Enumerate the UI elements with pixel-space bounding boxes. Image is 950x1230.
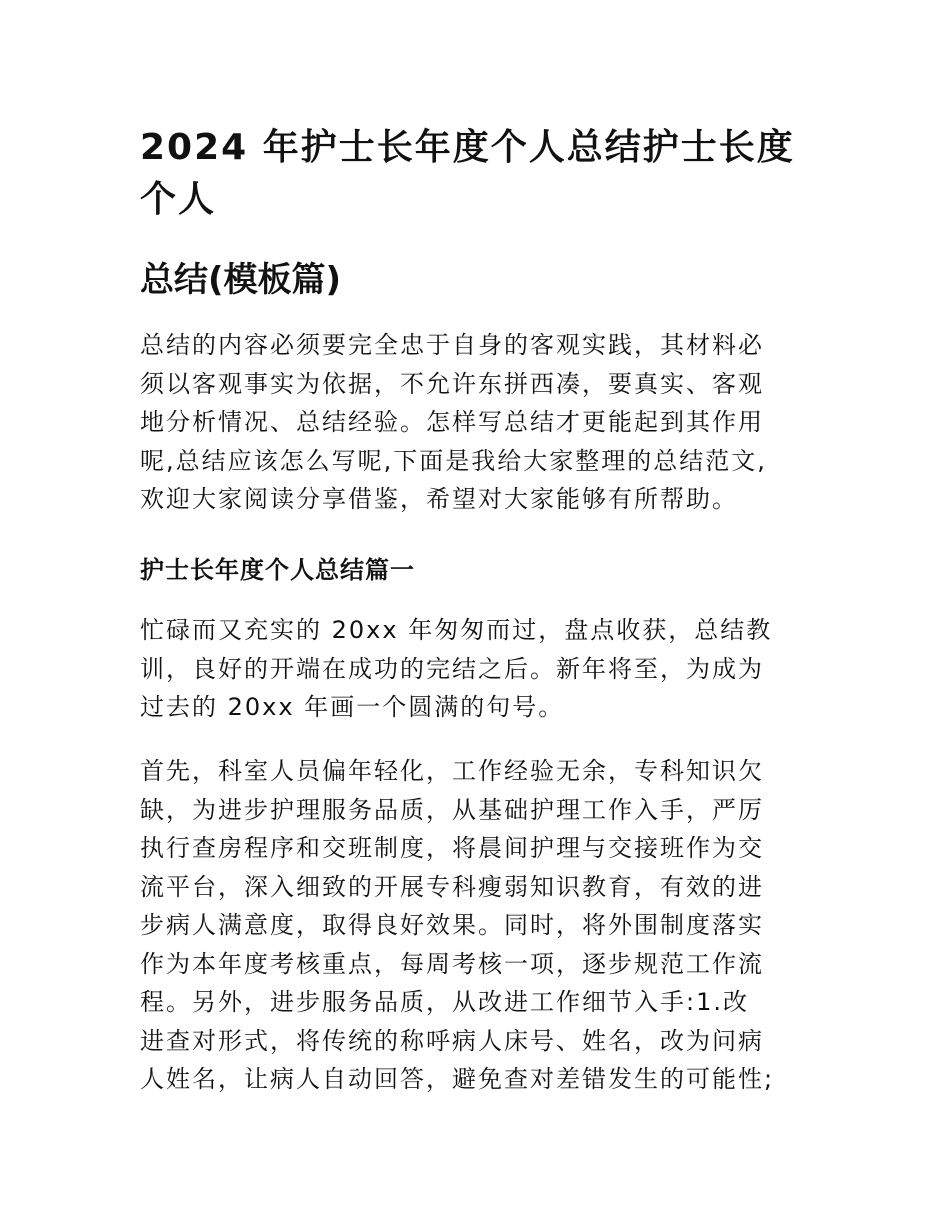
title-line: 个人	[140, 179, 217, 220]
text-line: 首先，科室人员偏年轻化，工作经验无余，专科知识欠	[140, 757, 764, 785]
text-line: 欢迎大家阅读分享借鉴，希望对大家能够有所帮助。	[140, 485, 738, 513]
title-line: 2024 年护士长年度个人总结护士长度	[140, 127, 795, 168]
text-line: 过去的 20xx 年画一个圆满的句号。	[140, 693, 565, 721]
text-line: 忙碌而又充实的 20xx 年匆匆而过，盘点收获，总结教	[140, 616, 773, 644]
text-line: 执行查房程序和交班制度，将晨间护理与交接班作为交	[140, 834, 764, 862]
text-line: 呢,总结应该怎么写呢,下面是我给大家整理的总结范文,	[140, 446, 767, 475]
text-line: 须以客观事实为依据，不允许东拼西凑，要真实、客观	[140, 369, 764, 398]
intro-paragraph	[140, 326, 830, 519]
text-line: 流平台，深入细致的开展专科瘦弱知识教育，有效的进	[140, 872, 764, 901]
text-line: 步病人满意度，取得良好效果。同时，将外围制度落实	[140, 911, 764, 939]
section-heading: 护士长年度个人总结篇一	[140, 556, 415, 584]
text-line: 缺，为进步护理服务品质，从基础护理工作入手，严厉	[140, 795, 764, 824]
text-line: 地分析情况、总结经验。怎样写总结才更能起到其作用	[140, 408, 764, 436]
text-line: 人姓名，让病人自动回答，避免查对差错发生的可能性;	[140, 1065, 775, 1093]
text-line: 程。另外，进步服务品质，从改进工作细节入手:1.改	[140, 988, 749, 1016]
body-paragraph-2	[140, 752, 830, 1099]
text-line: 进查对形式，将传统的称呼病人床号、姓名，改为问病	[140, 1026, 764, 1055]
document-subtitle: 总结(模板篇)	[140, 260, 342, 300]
text-line: 训，良好的开端在成功的完结之后。新年将至，为成为	[140, 654, 764, 683]
text-line: 总结的内容必须要完全忠于自身的客观实践，其材料必	[140, 331, 764, 359]
body-paragraph-1	[140, 611, 830, 727]
document-title	[140, 122, 830, 226]
text-line: 作为本年度考核重点，每周考核一项，逐步规范工作流	[140, 949, 764, 978]
